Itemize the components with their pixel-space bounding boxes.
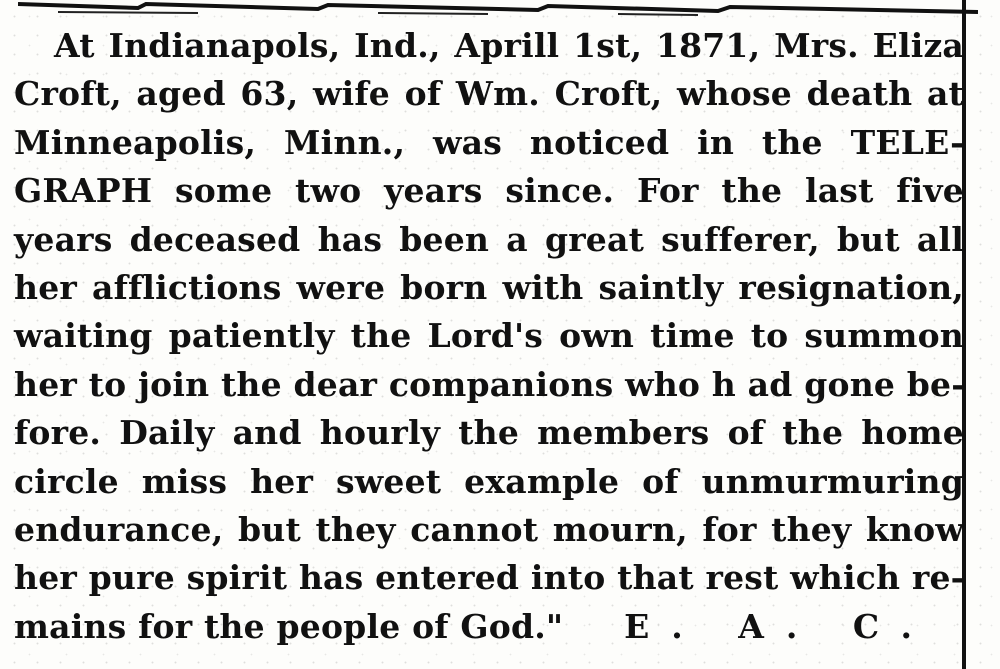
text-line-final [14, 603, 964, 651]
text-line: her to join the dear companions who h ad gone be- [14, 364, 966, 404]
text-line: her afflictions were born with saintly resignation, [14, 267, 964, 307]
text-line: Croft, aged 63, wife of Wm. Croft, whose death at [14, 74, 964, 114]
text-line: endurance, but they cannot mourn, for they know [14, 509, 964, 549]
text-line: fore. Daily and hourly the members of the home [14, 413, 964, 453]
obituary-text [14, 22, 964, 651]
text-line: years deceased has been a great sufferer, but all [14, 219, 964, 259]
top-dash-rule [18, 0, 978, 16]
text-line: At Indianapols, Ind., Aprill 1st, 1871, Mrs. Eliza [54, 26, 964, 65]
text-line: waiting patiently the Lord's own time to summon [14, 316, 964, 356]
text-line: circle miss her sweet example of unmurmuring [14, 461, 964, 501]
author-initials: E. A. C. [624, 606, 934, 646]
final-line-text: mains for the people of God." [14, 606, 564, 646]
text-line: her pure spirit has entered into that rest which re- [14, 558, 965, 598]
text-line: GRAPH some two years since. For the last five [14, 171, 964, 211]
text-line: Minneapolis, Minn., was noticed in the TELE- [14, 122, 964, 162]
